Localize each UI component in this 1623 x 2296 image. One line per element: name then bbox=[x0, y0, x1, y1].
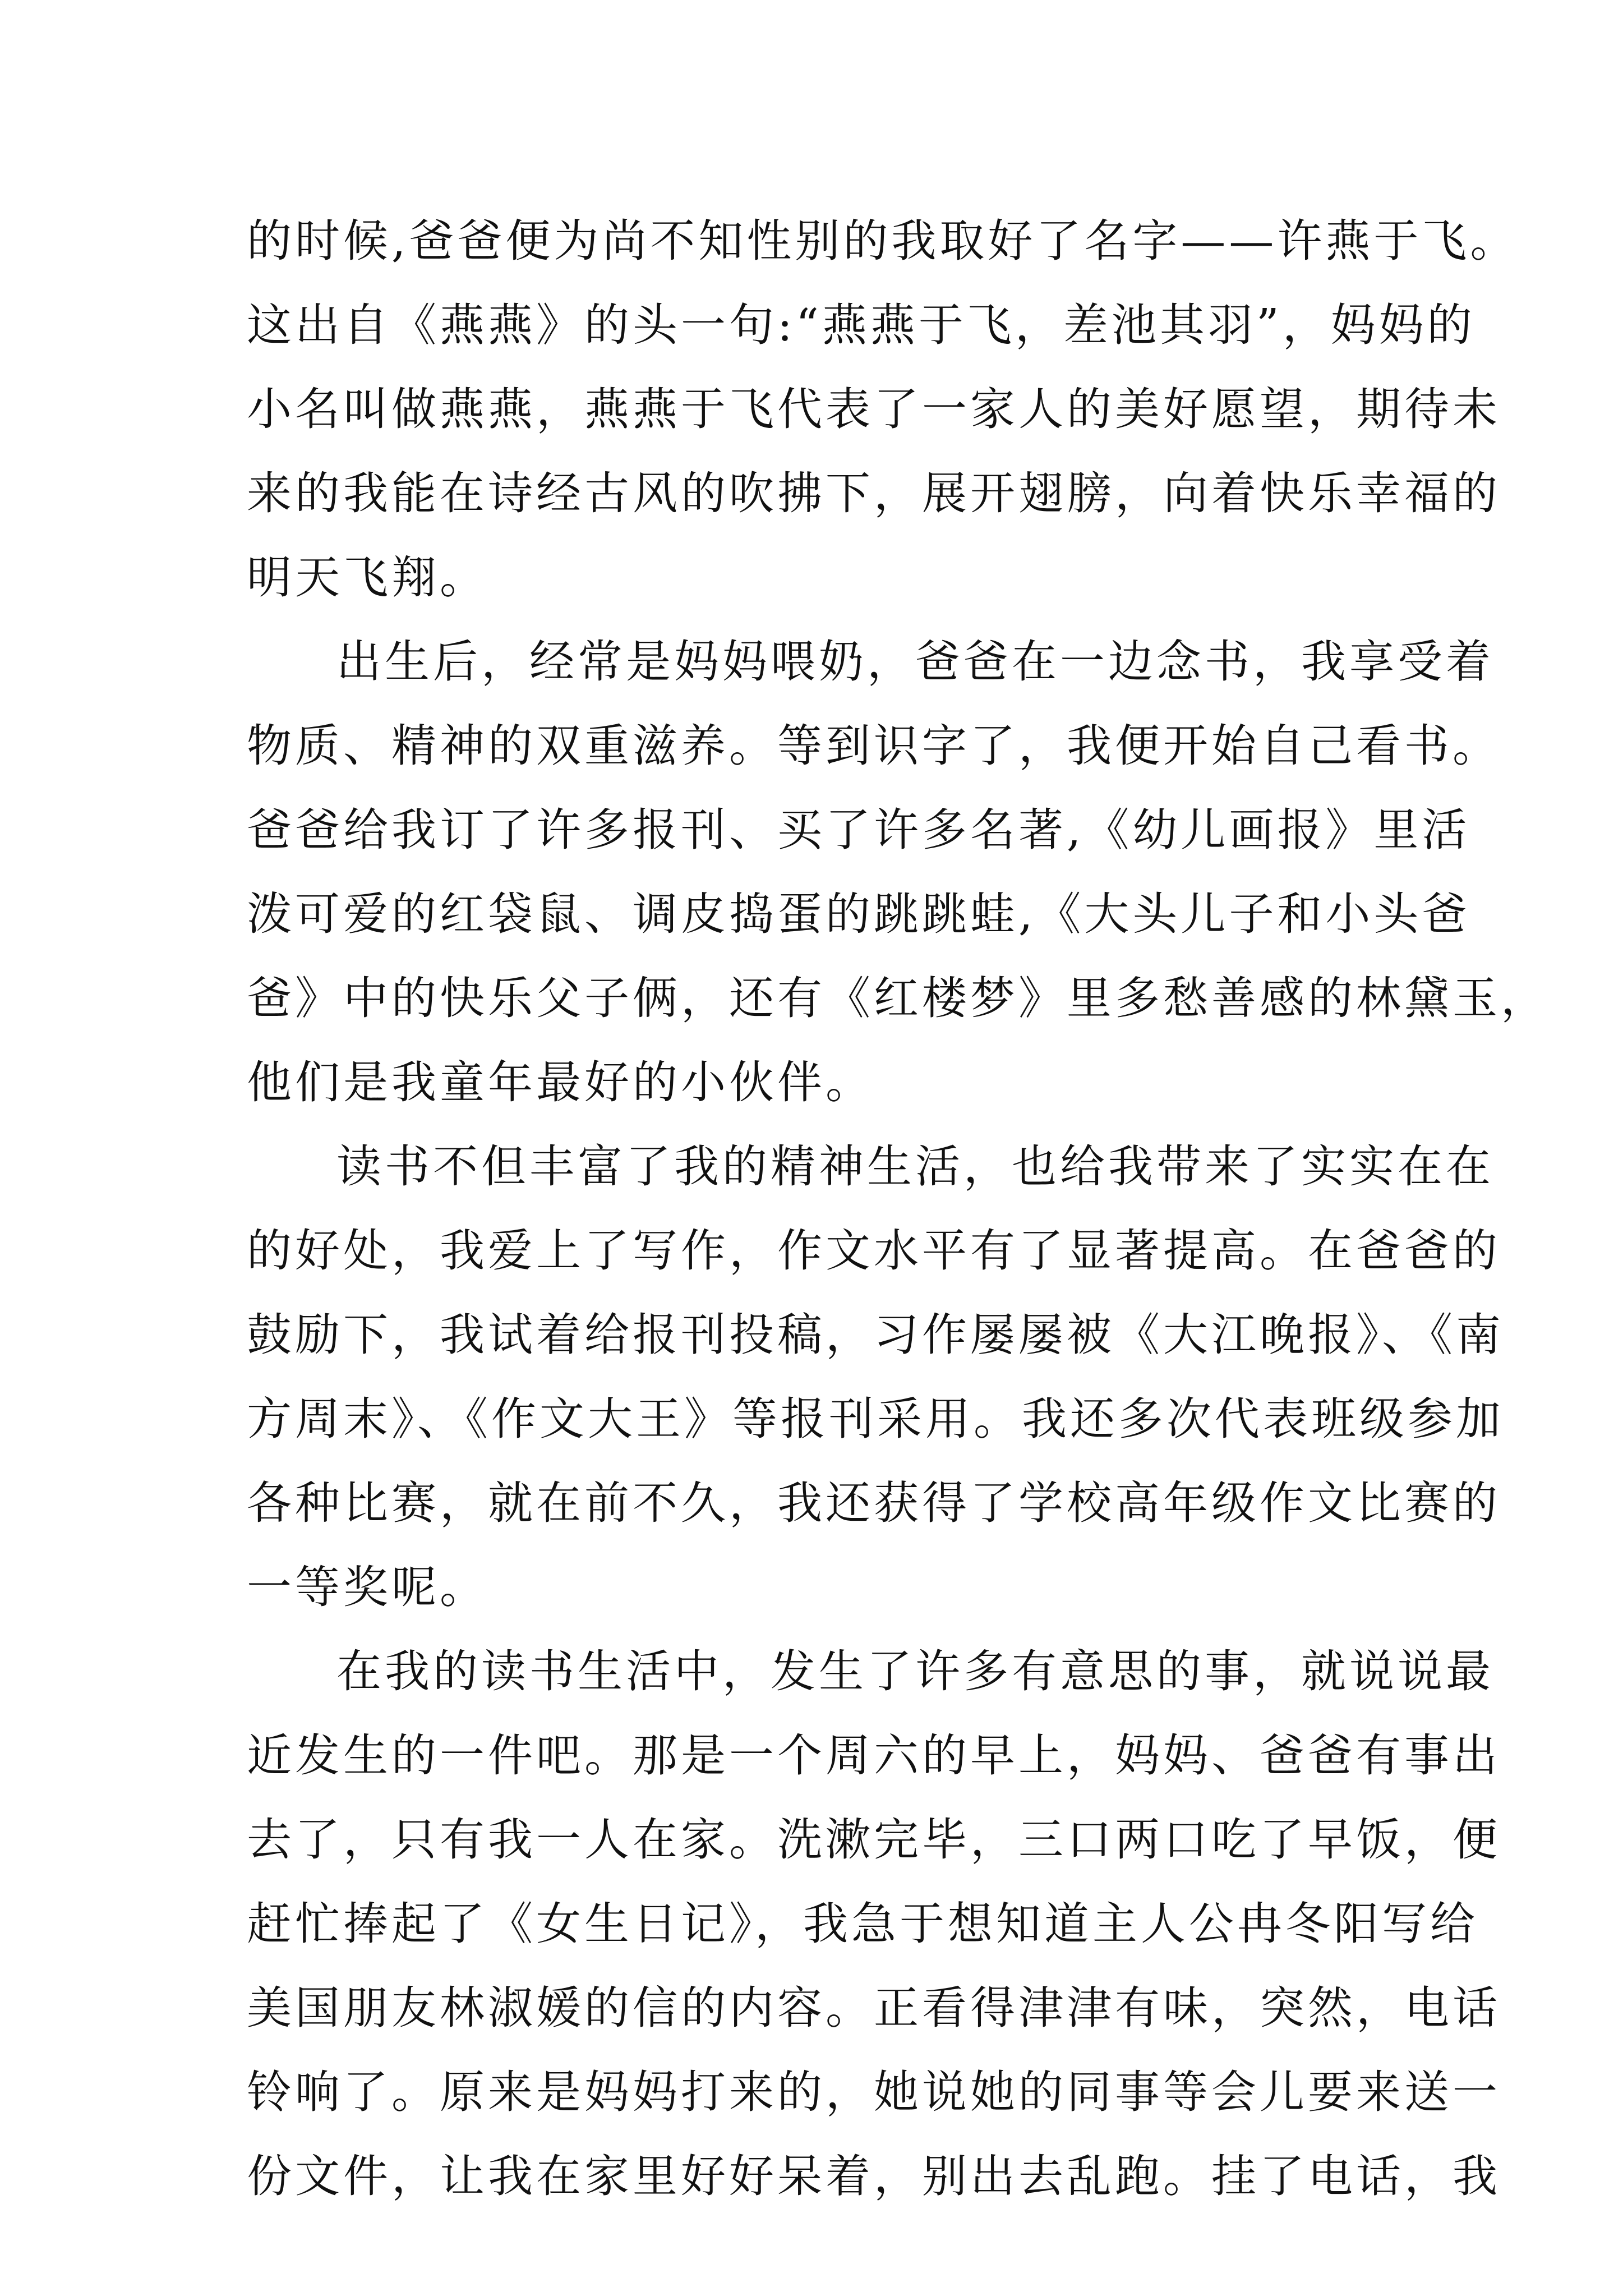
text-line-10: 爸》中的快乐父子俩，还有《红楼梦》里多愁善感的林黛玉， bbox=[247, 972, 1549, 1024]
body-text bbox=[247, 199, 1549, 2219]
text-line-16: 各种比赛，就在前不久，我还获得了学校高年级作文比赛的 bbox=[247, 1477, 1501, 1529]
text-line-18: 在我的读书生活中，发生了许多有意思的事，就说说最 bbox=[336, 1645, 1494, 1697]
text-line-21: 赶忙捧起了《女生日记》，我急于想知道主人公冉冬阳写给 bbox=[247, 1898, 1478, 1950]
text-line-22: 美国朋友林淑媛的信的内容。正看得津津有味，突然，电话 bbox=[247, 1982, 1501, 2034]
text-line-23: 铃响了。原来是妈妈打来的，她说她的同事等会儿要来送一 bbox=[247, 2066, 1501, 2118]
text-line-17: 一等奖呢。 bbox=[247, 1561, 488, 1613]
text-line-24: 份文件，让我在家里好好呆着，别出去乱跑。挂了电话，我 bbox=[247, 2150, 1501, 2202]
text-line-5: 明天飞翔。 bbox=[247, 551, 488, 604]
text-line-12: 读书不但丰富了我的精神生活，也给我带来了实实在在 bbox=[336, 1140, 1494, 1193]
text-line-2: 这出自《燕燕》的头一句:“燕燕于飞，差池其羽”，妈妈的 bbox=[247, 299, 1476, 351]
text-line-20: 去了，只有我一人在家。洗漱完毕，三口两口吃了早饭，便 bbox=[247, 1814, 1501, 1866]
text-line-3: 小名叫做燕燕，燕燕于飞代表了一家人的美好愿望，期待未 bbox=[247, 383, 1501, 435]
text-line-11: 他们是我童年最好的小伙伴。 bbox=[247, 1056, 874, 1108]
text-line-19: 近发生的一件吧。那是一个周六的早上，妈妈、爸爸有事出 bbox=[247, 1729, 1501, 1782]
text-line-7: 物质、精神的双重滋养。等到识字了，我便开始自己看书。 bbox=[247, 720, 1501, 772]
text-line-14: 鼓励下，我试着给报刊投稿，习作屡屡被《大江晚报》、《南 bbox=[247, 1309, 1504, 1361]
text-line-13: 的好处，我爱上了写作，作文水平有了显著提高。在爸爸的 bbox=[247, 1225, 1501, 1277]
text-line-15: 方周末》、《作文大王》等报刊采用。我还多次代表班级参加 bbox=[247, 1393, 1504, 1445]
text-line-4: 来的我能在诗经古风的吹拂下，展开翅膀，向着快乐幸福的 bbox=[247, 467, 1501, 519]
text-line-1: 的时候,爸爸便为尚不知性别的我取好了名字——许燕于飞。 bbox=[247, 215, 1519, 267]
text-line-6: 出生后，经常是妈妈喂奶，爸爸在一边念书，我享受着 bbox=[336, 636, 1494, 688]
text-line-8: 爸爸给我订了许多报刊、买了许多名著,《幼儿画报》里活 bbox=[247, 804, 1470, 856]
text-line-9: 泼可爱的红袋鼠、调皮捣蛋的跳跳蛙,《大头儿子和小头爸 bbox=[247, 888, 1470, 940]
